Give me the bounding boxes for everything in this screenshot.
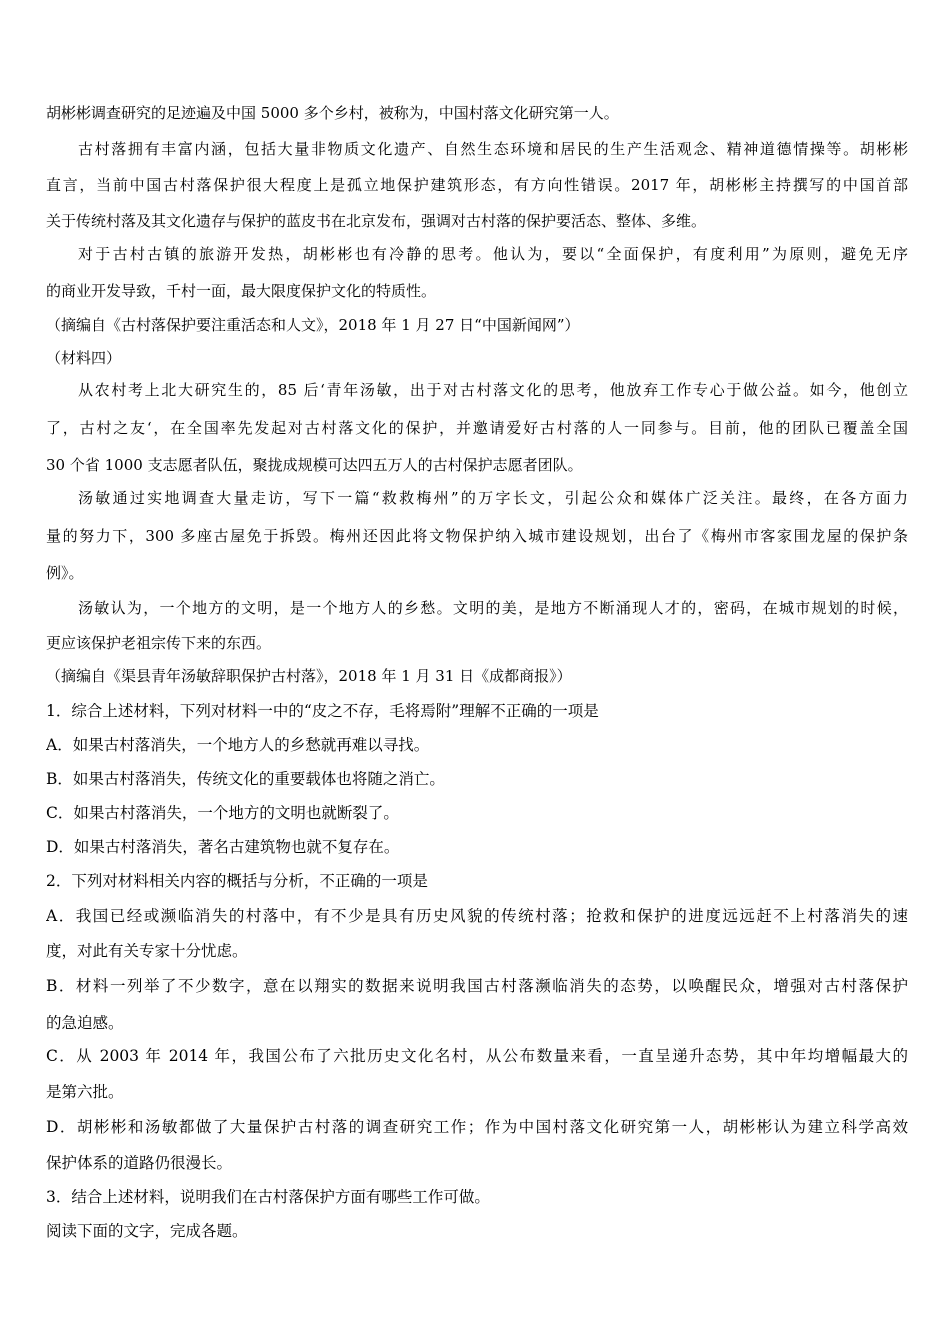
- answer-option: 是第六批。: [46, 1083, 124, 1101]
- answer-option: A．如果古村落消失，一个地方人的乡愁就再难以寻找。: [46, 736, 430, 754]
- paragraph-line: 关于传统村落及其文化遗存与保护的蓝皮书在北京发布，强调对古村落的保护要活态、整体、多维。: [46, 212, 707, 230]
- paragraph-line: 汤敏认为，一个地方的文明，是一个地方人的乡愁。文明的美，是地方不断涌现人才的，密码，在城市规划的时候，: [78, 599, 908, 617]
- answer-option: B．如果古村落消失，传统文化的重要载体也将随之消亡。: [46, 770, 445, 788]
- answer-option: C．从 2003 年 2014 年，我国公布了六批历史文化名村，从公布数量来看，一直呈递升态势，其中年均增幅最大的: [46, 1047, 908, 1065]
- paragraph-line: 30 个省 1000 支志愿者队伍，聚拢成规模可达四五万人的古村保护志愿者团队。: [46, 456, 583, 474]
- question-stem: 3．结合上述材料，说明我们在古村落保护方面有哪些工作可做。: [46, 1188, 490, 1206]
- answer-option: A．我国已经或濒临消失的村落中，有不少是具有历史风貌的传统村落；抢救和保护的进度远远赶不上村落消失的速: [46, 907, 908, 925]
- paragraph-line: 了，古村之友‘，在全国率先发起对古村落文化的保护，并邀请爱好古村落的人一同参与。目前，他的团队已覆盖全国: [46, 419, 908, 437]
- question-stem: 1．综合上述材料，下列对材料一中的“皮之不存，毛将焉附”理解不正确的一项是: [46, 702, 599, 720]
- answer-option: B．材料一列举了不少数字，意在以翔实的数据来说明我国古村落濒临消失的态势，以唤醒民众，增强对古村落保护: [46, 977, 908, 995]
- answer-option: C．如果古村落消失，一个地方的文明也就断裂了。: [46, 804, 399, 822]
- paragraph-line: 胡彬彬调查研究的足迹遍及中国 5000 多个乡村，被称为，中国村落文化研究第一人。: [46, 104, 619, 122]
- paragraph-line: 量的努力下，300 多座古屋免于拆毁。梅州还因此将文物保护纳入城市建设规划，出台了《梅州市客家围龙屋的保护条: [46, 527, 908, 545]
- source-citation: （摘编自《古村落保护要注重活态和人文》，2018 年 1 月 27 日“中国新闻网”）: [46, 316, 580, 334]
- paragraph-line: 从农村考上北大研究生的，85 后‘青年汤敏，出于对古村落文化的思考，他放弃工作专心于做公益。如今，他创立: [78, 381, 908, 399]
- paragraph-line: 例》。: [46, 564, 84, 582]
- paragraph-line: 的商业开发导致，千村一面，最大限度保护文化的特质性。: [46, 282, 437, 300]
- material-heading: （材料四）: [46, 349, 122, 367]
- answer-option: 的急迫感。: [46, 1014, 124, 1032]
- answer-option: 度，对此有关专家十分忧虑。: [46, 942, 248, 960]
- answer-option: D．胡彬彬和汤敏都做了大量保护古村落的调查研究工作；作为中国村落文化研究第一人，胡彬彬认为建立科学高效: [46, 1118, 908, 1136]
- question-stem: 2．下列对材料相关内容的概括与分析，不正确的一项是: [46, 872, 428, 890]
- source-citation: （摘编自《渠县青年汤敏辞职保护古村落》，2018 年 1 月 31 日《成都商报》）: [46, 667, 572, 685]
- answer-option: 保护体系的道路仍很漫长。: [46, 1154, 233, 1172]
- answer-option: D．如果古村落消失，著名古建筑物也就不复存在。: [46, 838, 400, 856]
- section-instruction: 阅读下面的文字，完成各题。: [46, 1222, 248, 1240]
- paragraph-line: 直言，当前中国古村落保护很大程度上是孤立地保护建筑形态，有方向性错误。2017 年，胡彬彬主持撰写的中国首部: [46, 176, 908, 194]
- paragraph-line: 更应该保护老祖宗传下来的东西。: [46, 634, 272, 652]
- paragraph-line: 古村落拥有丰富内涵，包括大量非物质文化遗产、自然生态环境和居民的生产生活观念、精神道德情操等。胡彬彬: [78, 140, 908, 158]
- paragraph-line: 汤敏通过实地调查大量走访，写下一篇“救救梅州”的万字长文，引起公众和媒体广泛关注。最终，在各方面力: [78, 489, 908, 507]
- paragraph-line: 对于古村古镇的旅游开发热，胡彬彬也有冷静的思考。他认为，要以“全面保护，有度利用”为原则，避免无序: [78, 245, 908, 263]
